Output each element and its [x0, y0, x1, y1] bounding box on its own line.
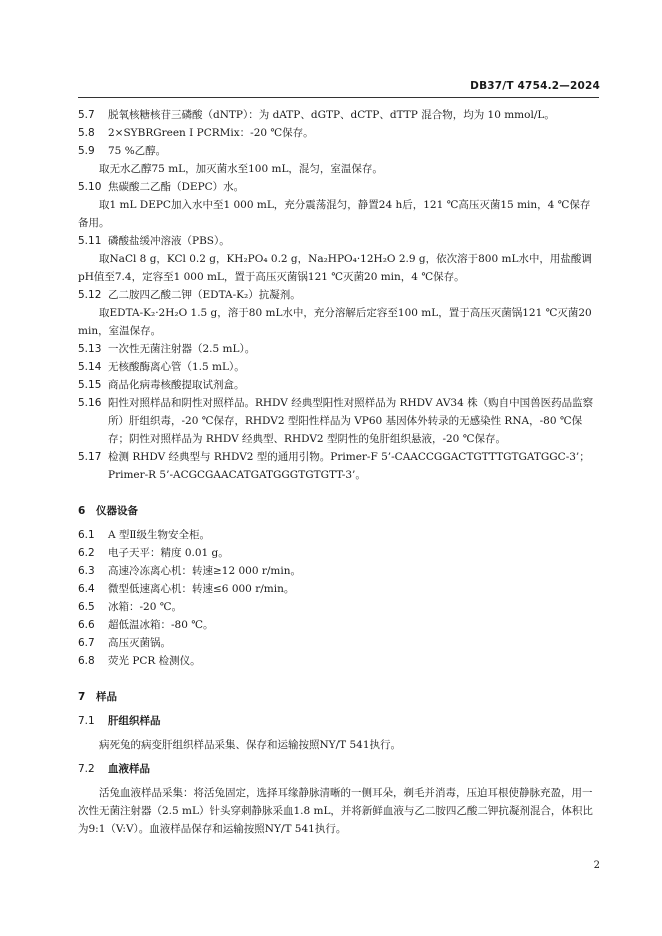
item-text: 检测 RHDV 经典型与 RHDV2 型的通用引物。Primer-F 5’-CAACCGGACTGTTTGTGATGGC-3’；Primer-R 5’-ACGCGAACATGATGGGTGTGTT-3’。 — [108, 451, 590, 481]
item-number: 5.9 — [78, 145, 95, 157]
item-number: 5.12 — [78, 289, 102, 301]
paragraph: 病死兔的病变肝组织样品采集、保存和运输按照NY/T 541执行。 — [99, 739, 402, 751]
list-item — [78, 106, 599, 124]
item-text: 脱氧核糖核苷三磷酸（dNTP）：为 dATP、dGTP、dCTP、dTTP 混合物，均为 10 mmol/L。 — [108, 109, 555, 121]
item-text: 一次性无菌注射器（2.5 mL）。 — [108, 343, 256, 355]
item-text: 2×SYBRGreen Ⅰ PCRMix：-20 ℃保存。 — [108, 127, 314, 139]
item-number: 6.1 — [78, 529, 95, 541]
item-number: 6.2 — [78, 547, 95, 559]
item-number: 5.14 — [78, 361, 102, 373]
item-number: 5.16 — [78, 397, 102, 409]
item-text: 无核酸酶离心管（1.5 mL）。 — [108, 361, 245, 373]
subsection-heading — [78, 712, 599, 730]
item-text: 超低温冰箱：-80 ℃。 — [108, 619, 214, 631]
item-text: 电子天平：精度 0.01 g。 — [108, 547, 229, 559]
item-text: 磷酸盐缓冲溶液（PBS）。 — [108, 235, 230, 247]
item-text: A 型Ⅱ级生物安全柜。 — [108, 529, 211, 541]
subsection-title: 肝组织样品 — [108, 715, 161, 727]
item-number: 5.8 — [78, 127, 95, 139]
item-number: 6.6 — [78, 619, 95, 631]
document-body — [78, 106, 599, 838]
paragraph: 取EDTA-K₂·2H₂O 1.5 g，溶于80 mL水中，充分溶解后定容至100 mL，置于高压灭菌锅121 ℃灭菌20 min，室温保存。 — [78, 307, 592, 337]
page-number: 2 — [593, 860, 600, 871]
section-heading — [78, 502, 599, 520]
item-number: 5.11 — [78, 235, 102, 247]
list-item — [78, 376, 599, 394]
list-item — [78, 598, 599, 616]
list-item — [78, 178, 599, 196]
subsection-number: 7.2 — [78, 763, 95, 775]
subsection-title: 血液样品 — [108, 763, 150, 775]
item-text: 焦碳酸二乙酯（DEPC）水。 — [108, 181, 245, 193]
subsection-heading — [78, 760, 599, 778]
list-item — [78, 616, 599, 634]
header-rule — [78, 97, 599, 98]
item-text: 荧光 PCR 检测仪。 — [108, 655, 201, 667]
list-item — [78, 544, 599, 562]
subsection-number: 7.1 — [78, 715, 95, 727]
item-text: 75 %乙醇。 — [108, 145, 167, 157]
list-item — [78, 448, 599, 484]
item-text: 乙二胺四乙酸二钾（EDTA-K₂）抗凝剂。 — [108, 289, 301, 301]
item-number: 5.7 — [78, 109, 95, 121]
item-text: 微型低速离心机：转速≤6 000 r/min。 — [108, 583, 295, 595]
list-item — [78, 124, 599, 142]
item-number: 6.7 — [78, 637, 95, 649]
list-item — [78, 526, 599, 544]
section-title: 样品 — [96, 691, 117, 703]
section-number: 7 — [78, 691, 86, 703]
item-text: 高速冷冻离心机：转速≥12 000 r/min。 — [108, 565, 302, 577]
item-text: 冰箱：-20 ℃。 — [108, 601, 182, 613]
item-number: 5.15 — [78, 379, 102, 391]
item-number: 5.10 — [78, 181, 102, 193]
section-title: 仪器设备 — [96, 505, 138, 517]
item-text: 高压灭菌锅。 — [108, 637, 171, 649]
item-number: 6.5 — [78, 601, 95, 613]
list-item — [78, 652, 599, 670]
list-item — [78, 286, 599, 304]
list-item — [78, 340, 599, 358]
paragraph: 取无水乙醇75 mL，加灭菌水至100 mL，混匀，室温保存。 — [99, 163, 383, 175]
paragraph: 取1 mL DEPC加入水中至1 000 mL，充分震荡混匀，静置24 h后，121 ℃高压灭菌15 min，4 ℃保存备用。 — [78, 199, 591, 229]
list-item — [78, 142, 599, 160]
list-item — [78, 232, 599, 250]
list-item — [78, 580, 599, 598]
list-item — [78, 394, 599, 448]
paragraph: 活兔血液样品采集：将活兔固定，选择耳缘静脉清晰的一侧耳朵，剃毛并消毒，压迫耳根使静脉充盈，用一次性无菌注射器（2.5 mL）针头穿刺静脉采血1.8 mL，并将新鲜血液与乙二胺四乙酸二钾抗凝剂混合，体积比为9:1（V:V）。血液样品保存和运输按照NY/T 541执行。 — [78, 787, 593, 835]
item-text: 阳性对照样品和阴性对照样品。RHDV 经典型阳性对照样品为 RHDV AV34 株（购自中国兽医药品监察所）肝组织毒，-20 ℃保存，RHDV2 型阳性样品为 VP60 基因体外转录的无感染性 RNA，-80 ℃保存；阴性对照样品为 RHDV 经典型、RHDV2 型阴性的兔肝组织悬液，-20 ℃保存。 — [108, 397, 594, 445]
item-text: 商品化病毒核酸提取试剂盒。 — [108, 379, 245, 391]
item-number: 5.17 — [78, 451, 102, 463]
item-number: 6.4 — [78, 583, 95, 595]
list-item — [78, 358, 599, 376]
document-id: DB37/T 4754.2—2024 — [470, 80, 600, 92]
item-number: 6.8 — [78, 655, 95, 667]
section-number: 6 — [78, 505, 86, 517]
item-number: 5.13 — [78, 343, 102, 355]
list-item — [78, 562, 599, 580]
paragraph: 取NaCl 8 g，KCl 0.2 g，KH₂PO₄ 0.2 g，Na₂HPO₄·12H₂O 2.9 g，依次溶于800 mL水中，用盐酸调pH值至7.4，定容至1 000 mL，置于高压灭菌锅121 ℃灭菌20 min，4 ℃保存。 — [78, 253, 592, 283]
item-number: 6.3 — [78, 565, 95, 577]
section-heading — [78, 688, 599, 706]
list-item — [78, 634, 599, 652]
